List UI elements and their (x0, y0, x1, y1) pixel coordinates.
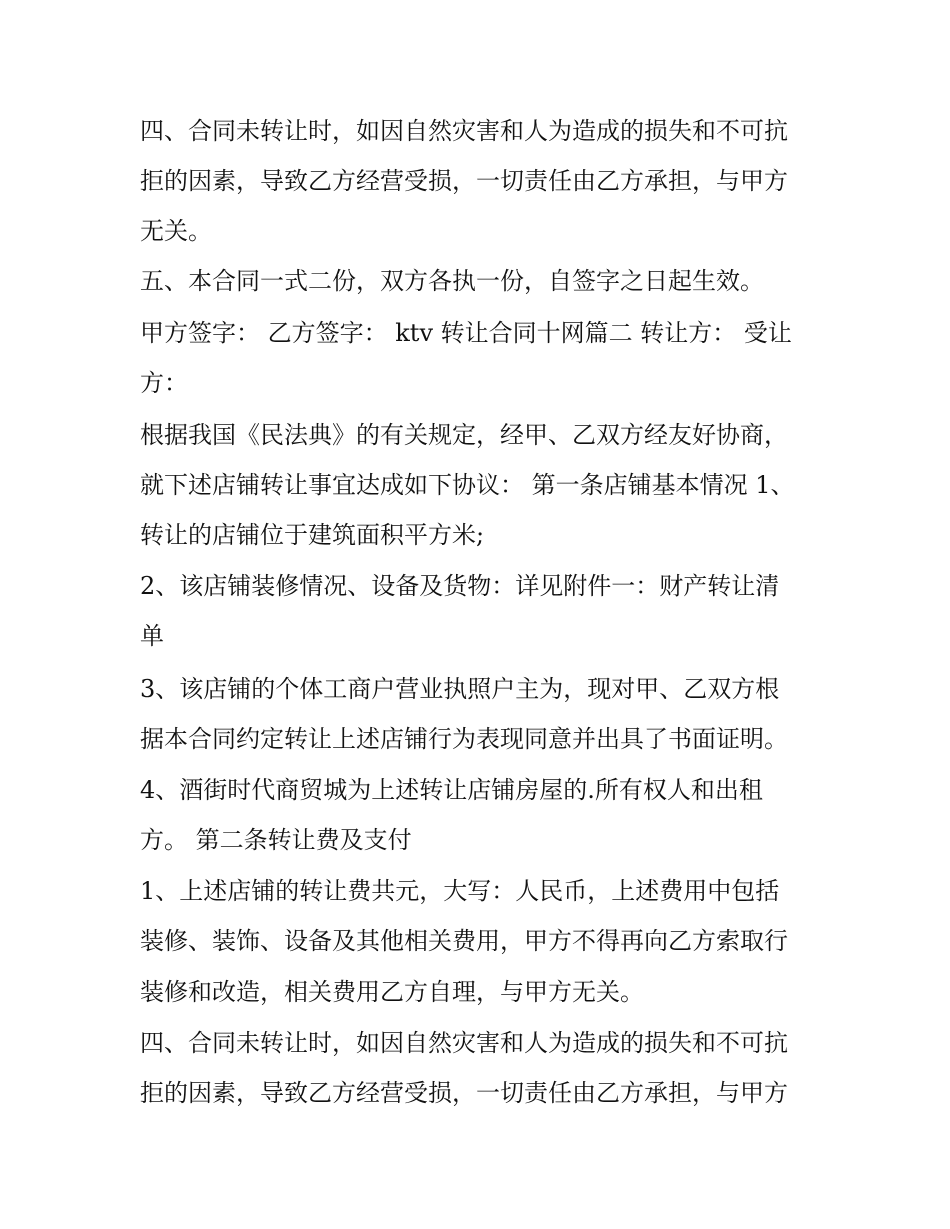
text-line: 根据我国《民法典》的有关规定，经甲、乙双方经友好协商， (140, 421, 788, 449)
text-line: 1、上述店铺的转让费共元，大写：人民币，上述费用中包括 (140, 877, 780, 905)
text-line: 五、本合同一式二份，双方各执一份，自签字之日起生效。 (140, 267, 764, 295)
text-line: 装修和改造，相关费用乙方自理，与甲方无关。 (140, 978, 644, 1006)
text-line: 据本合同约定转让上述店铺行为表现同意并出具了书面证明。 (140, 725, 788, 753)
text-line: 3、该店铺的个体工商户营业执照户主为，现对甲、乙双方根 (140, 675, 780, 703)
text-line: 方： (140, 369, 188, 397)
text-line: 装修、装饰、设备及其他相关费用，甲方不得再向乙方索取行 (140, 927, 788, 955)
text-line: 拒的因素，导致乙方经营受损，一切责任由乙方承担，与甲方 (140, 1079, 788, 1107)
text-line: 2、该店铺装修情况、设备及货物：详见附件一：财产转让清 (140, 572, 780, 600)
text-line: 4、酒街时代商贸城为上述转让店铺房屋的.所有权人和出租 (140, 776, 763, 804)
text-line: 拒的因素，导致乙方经营受损，一切责任由乙方承担，与甲方 (140, 167, 788, 195)
text-line: 转让的店铺位于建筑面积平方米; (140, 521, 485, 549)
text-line: 四、合同未转让时，如因自然灾害和人为造成的损失和不可抗 (140, 1029, 788, 1057)
text-line: 甲方签字： 乙方签字： ktv 转让合同十网篇二 转让方： 受让 (140, 319, 792, 347)
text-line: 四、合同未转让时，如因自然灾害和人为造成的损失和不可抗 (140, 117, 788, 145)
text-line: 无关。 (140, 217, 212, 245)
text-line: 单 (140, 622, 164, 650)
text-line: 方。 第二条转让费及支付 (140, 826, 412, 854)
text-line: 就下述店铺转让事宜达成如下协议： 第一条店铺基本情况 1、 (140, 471, 795, 499)
